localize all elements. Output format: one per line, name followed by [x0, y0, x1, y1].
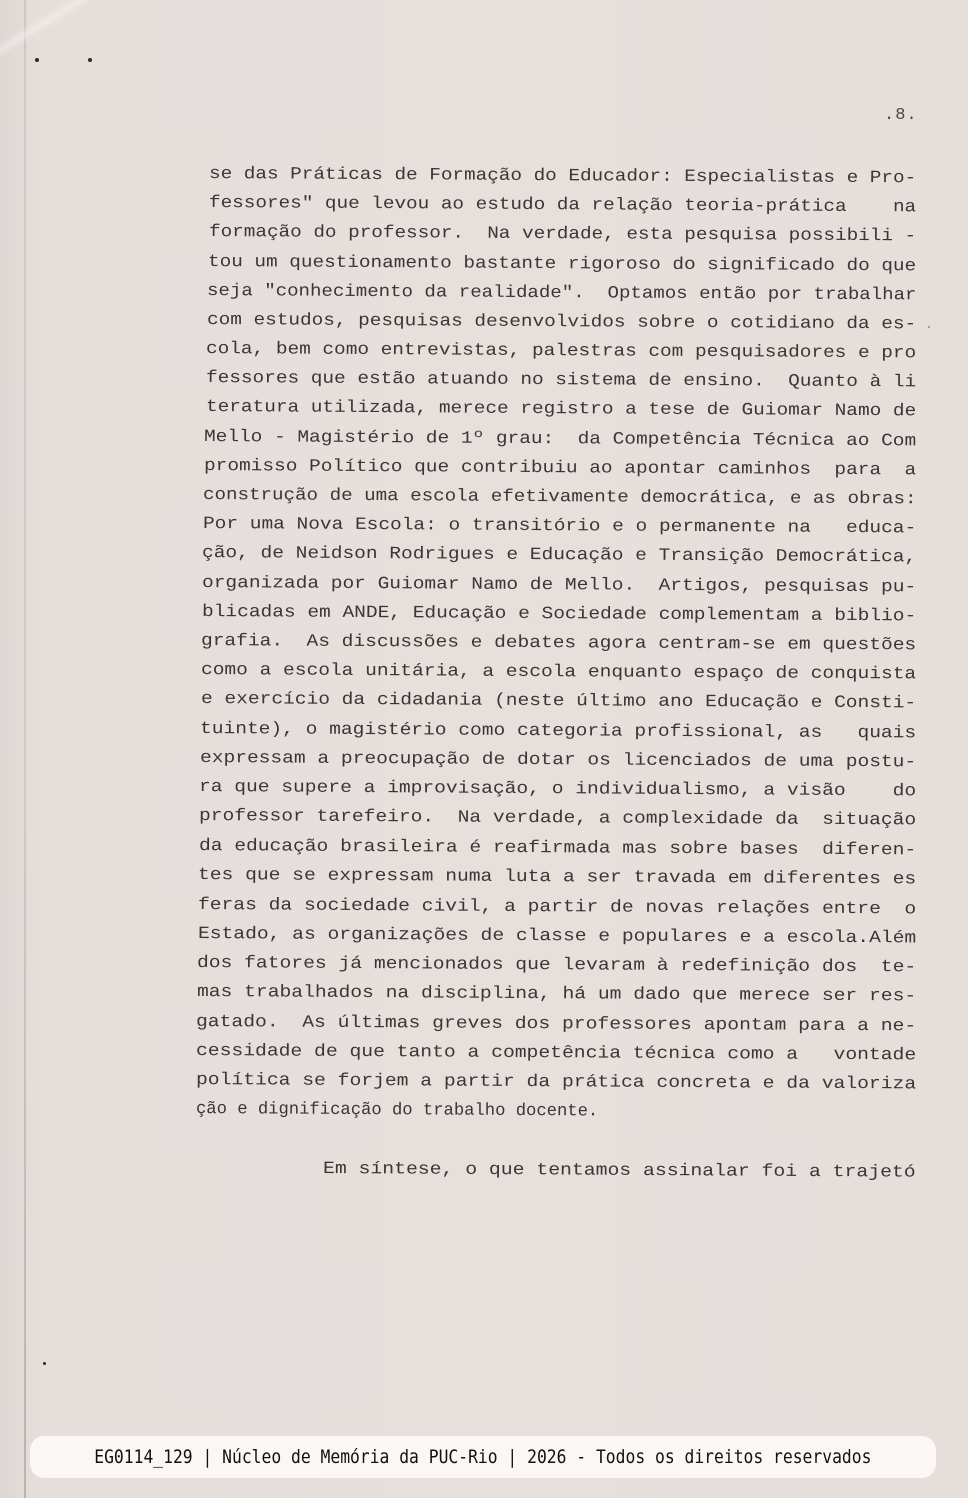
- text-line: Em síntese, o que tentamos assinalar foi a trajetó: [322, 1160, 916, 1183]
- text-line: expressam a preocupação de dotar os licenciados de uma postu-: [199, 749, 917, 773]
- text-line: dos fatores já mencionados que levaram à redefinição dos te-: [196, 954, 917, 978]
- text-line: promisso Político que contribuiu ao apontar caminhos para a: [203, 457, 917, 481]
- text-line: gatado. As últimas greves dos professores apontam para a ne-: [195, 1013, 917, 1037]
- text-line: ção, de Neidson Rodrigues e Educação e Transição Democrática,: [201, 544, 917, 568]
- page-number: .8.: [884, 106, 918, 125]
- text-line: formação do professor. Na verdade, esta pesquisa possibili -: [208, 223, 917, 247]
- text-line: Estado, as organizações de classe e populares e a escola.Além: [197, 925, 917, 949]
- text-line: grafia. As discussões e debates agora centram-se em questões: [200, 632, 917, 656]
- text-line: se das Práticas de Formação do Educador: Especialistas e Pro-: [208, 165, 917, 189]
- ink-speck: [88, 58, 92, 62]
- ink-speck: [928, 326, 930, 328]
- text-line: e exercício da cidadania (neste último ano Educação e Consti-: [200, 690, 917, 714]
- text-line: seja "conhecimento da realidade". Optamos então por trabalhar: [206, 282, 917, 306]
- text-line: professor tarefeiro. Na verdade, a complexidade da situação: [198, 807, 917, 831]
- text-line: mas trabalhados na disciplina, há um dado que merece ser res-: [196, 983, 917, 1007]
- text-line: fessores" que levou ao estudo da relação teoria-prática na: [208, 194, 917, 218]
- paper-crease: [0, 0, 151, 66]
- text-line: blicadas em ANDE, Educação e Sociedade complementam a biblio-: [201, 603, 917, 627]
- footer-bar: [30, 1436, 936, 1478]
- text-line: tes que se expressam numa luta a ser travada em diferentes es: [197, 866, 917, 890]
- text-line: fessores que estão atuando no sistema de ensino. Quanto à li: [205, 369, 917, 393]
- ink-speck: [35, 58, 39, 62]
- text-line: teratura utilizada, merece registro a tese de Guiomar Namo de: [205, 398, 917, 422]
- text-line: feras da sociedade civil, a partir de novas relações entre o: [197, 896, 917, 920]
- footer-copyright: EG0114_129 | Núcleo de Memória da PUC-Rio | 2026 - Todos os direitos reservados: [94, 1446, 872, 1468]
- text-line: cola, bem como entrevistas, palestras com pesquisadores e pro: [205, 340, 917, 364]
- text-line: ra que supere a improvisação, o individualismo, a visão do: [198, 778, 917, 802]
- text-line: cessidade de que tanto a competência técnica como a vontade: [195, 1042, 917, 1066]
- text-line: tou um questionamento bastante rigoroso do significado do que: [207, 253, 917, 277]
- ink-speck: [43, 1362, 46, 1365]
- text-line: ção e dignificação do trabalho docente.: [195, 1100, 599, 1122]
- page-fold-line: [24, 0, 26, 1498]
- text-line: organizada por Guiomar Namo de Mello. Artigos, pesquisas pu-: [201, 574, 917, 598]
- text-line: construção de uma escola efetivamente democrática, e as obras:: [202, 486, 917, 510]
- text-line: como a escola unitária, a escola enquanto espaço de conquista: [200, 661, 917, 685]
- text-line: tuinte), o magistério como categoria profissional, as quais: [199, 720, 917, 744]
- text-line: Por uma Nova Escola: o transitório e o permanente na educa-: [202, 515, 917, 539]
- text-line: política se forjem a partir da prática concreta e da valoriza: [195, 1071, 917, 1095]
- text-line: com estudos, pesquisas desenvolvidos sobre o cotidiano da es-: [206, 311, 917, 335]
- text-line: da educação brasileira é reafirmada mas sobre bases diferen-: [198, 837, 917, 861]
- text-line: Mello - Magistério de 1º grau: da Competência Técnica ao Com: [203, 428, 917, 452]
